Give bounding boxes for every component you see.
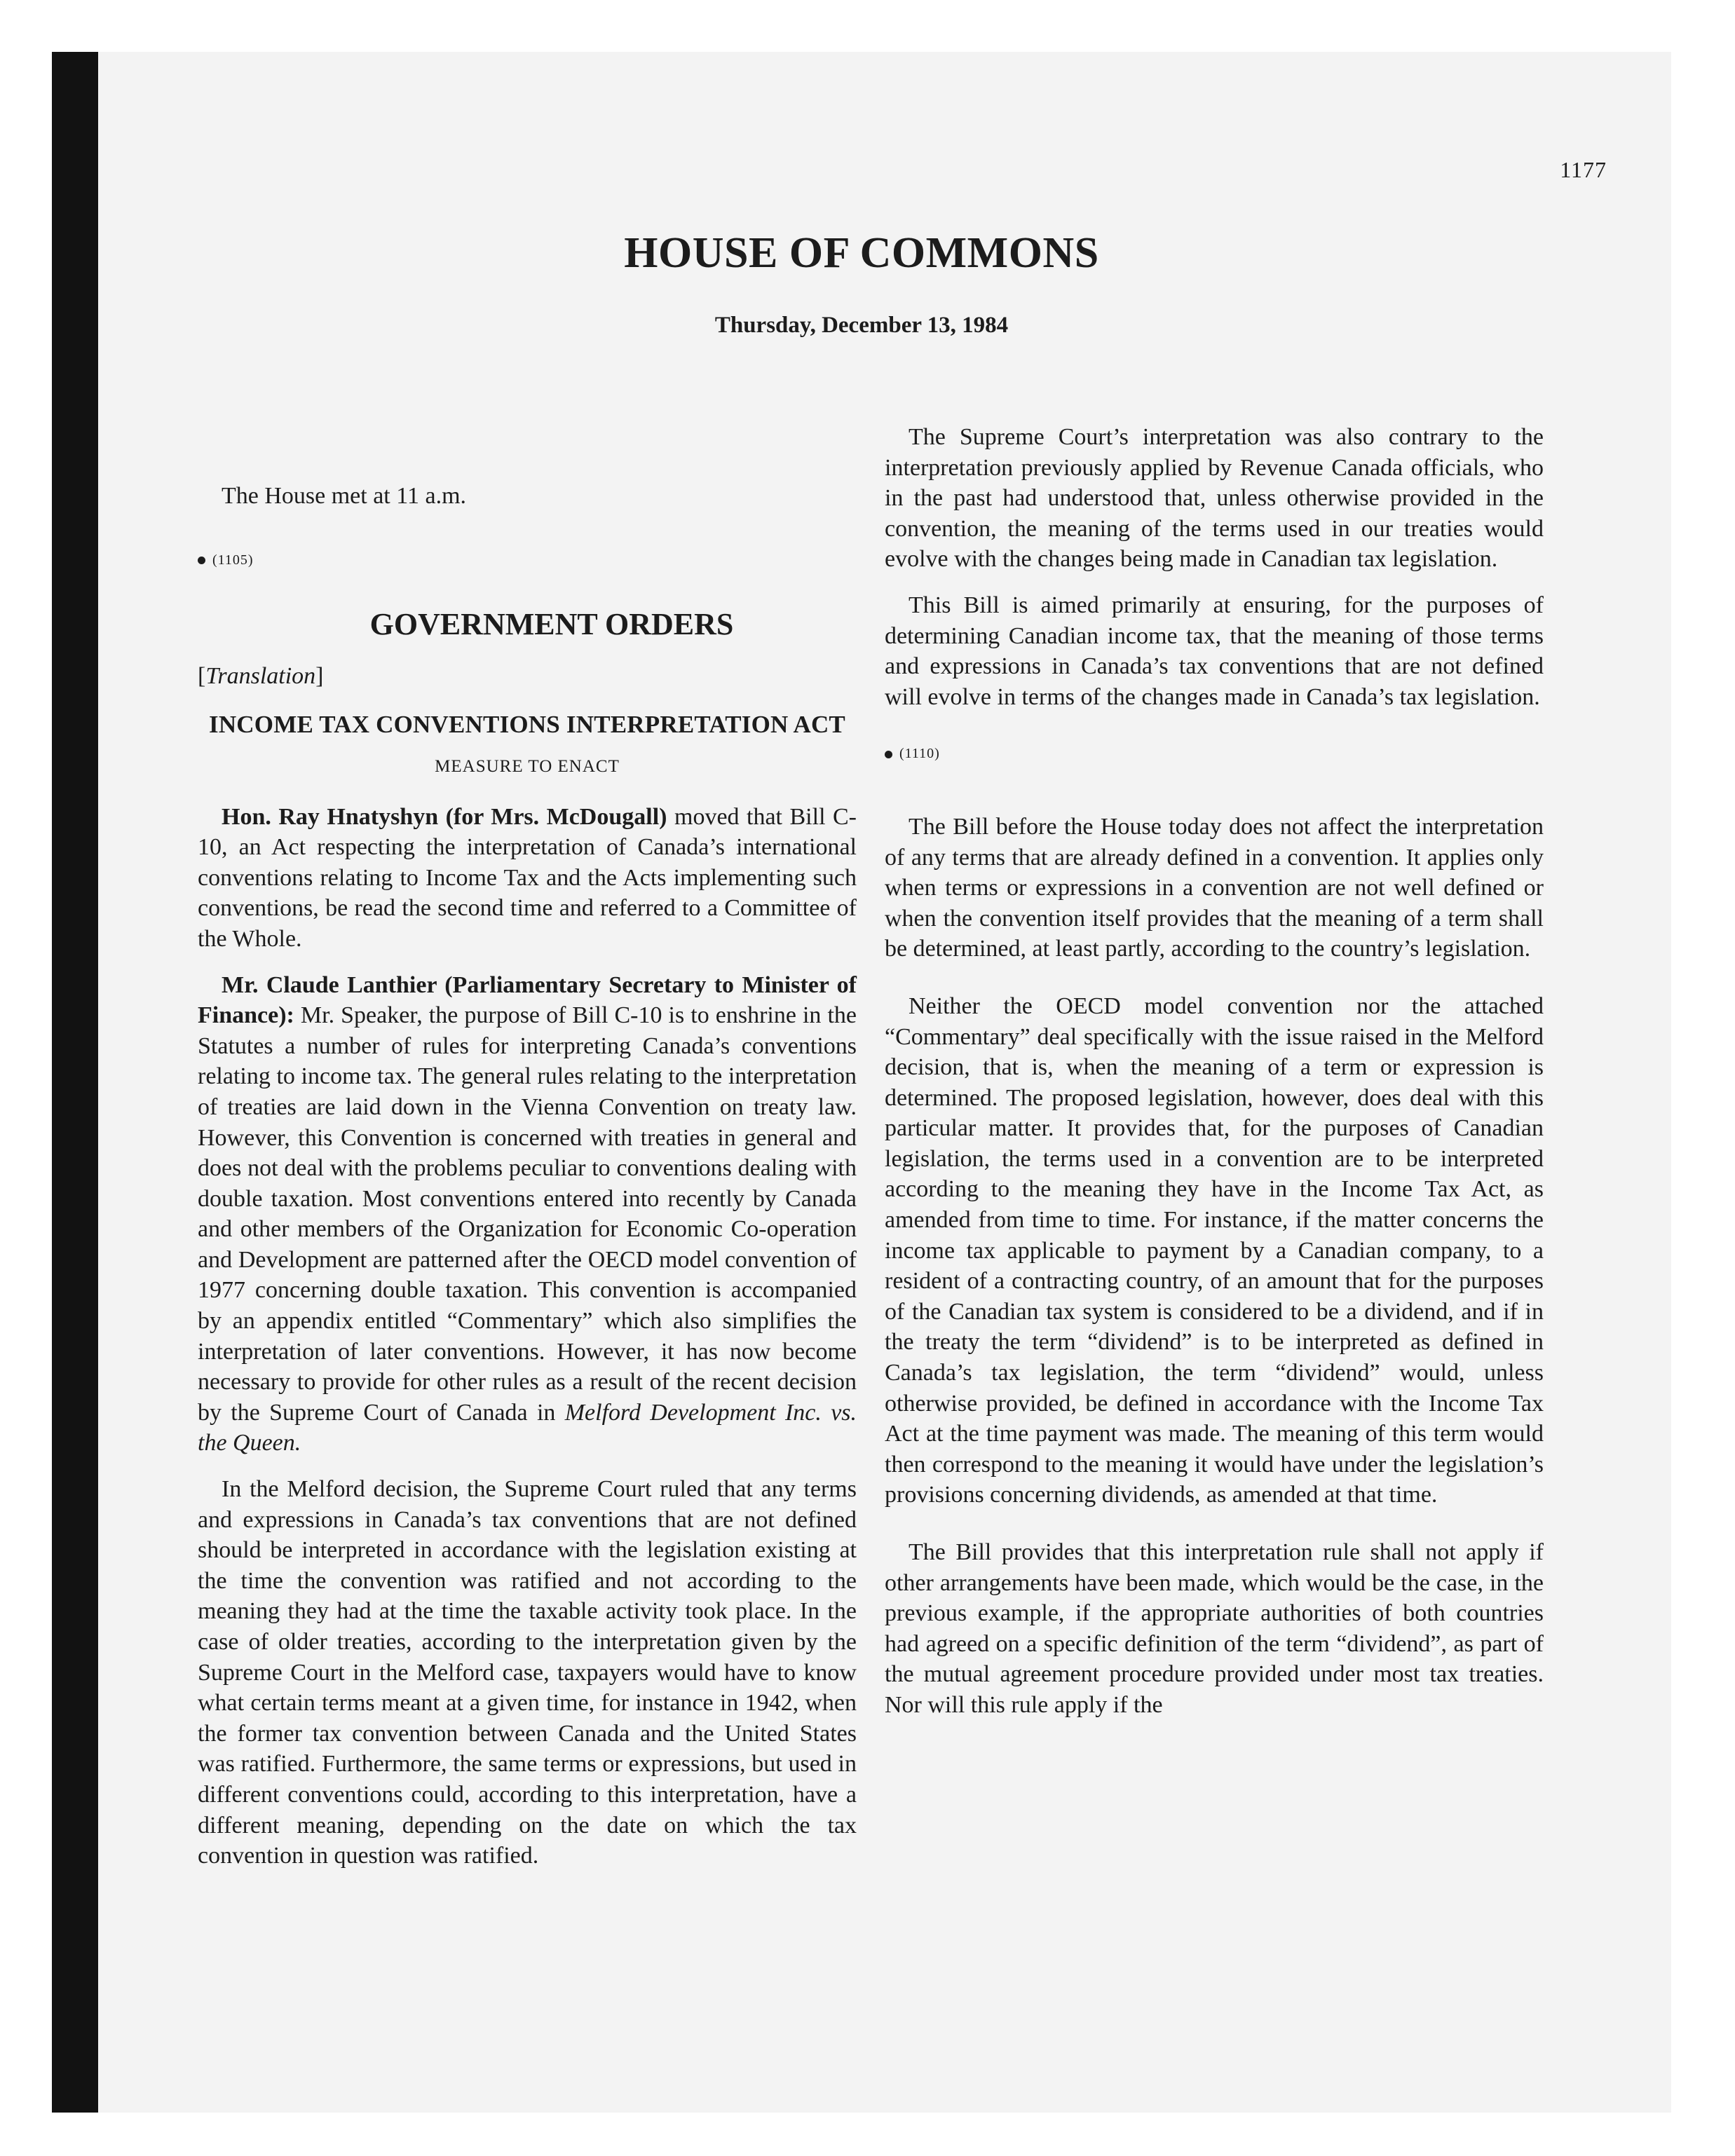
speech-speaker: Mr. Claude Lanthier (Parliamentary Secretary to Minister of Finance): (198, 971, 857, 1029)
measure-subheading: MEASURE TO ENACT (435, 756, 620, 776)
time-marker-label: (1110) (899, 746, 940, 762)
binding-edge (52, 52, 98, 2113)
translation-note: [Translation] (198, 662, 324, 689)
time-marker (198, 545, 857, 576)
case-name: Melford Development Inc. vs. the Queen. (198, 1399, 857, 1456)
motion-text: moved that Bill C-10, an Act respecting the interpretation of Canada’s international conventions relating to Income Tax and the Acts implementing such conventions, be read the second time and referred to a Committee of the Whole. (198, 803, 857, 952)
paragraph-2: This Bill is aimed primarily at ensuring, for the purposes of determining Canadian income tax, that the meaning of those terms and expressions in Canada’s tax conventions that are not defined will evolve in terms of the changes made in Canada’s tax legislation. (885, 592, 1544, 710)
speech-text: Mr. Speaker, the purpose of Bill C-10 is to enshrine in the Statutes a number of rules for interpreting Canada’s conventions relating to income tax. The general rules relating to the interpretation of treaties are laid down in the Vienna Convention on treaty law. However, this Convention is concerned with treaties in general and does not deal with the problems peculiar to conventions dealing with double taxation. Most conventions entered into recently by Canada and other members of the Organization for Economic Co-operation and Development are patterned after the OECD model convention of 1977 concerning double taxation. This convention is accompanied by an appendix entitled “Commentary” which also simplifies the interpretation of later conventions. However, it has now become necessary to provide for other rules as a result of the recent decision by the Supreme Court of Canada in (198, 1002, 857, 1426)
time-marker (885, 739, 1544, 770)
opening-line: The House met at 11 a.m. (222, 483, 467, 509)
paragraph-1: The Supreme Court’s interpretation was also contrary to the interpretation previously applied by Revenue Canada officials, who in the past had understood that, unless otherwise provided in the convention, the meaning of the terms used in our treaties would evolve with the changes being made in Canadian tax legislation. (885, 424, 1544, 573)
act-title: INCOME TAX CONVENTIONS INTERPRETATION ACT (209, 711, 845, 739)
page-number: 1177 (1560, 157, 1607, 182)
right-column (885, 422, 1544, 1721)
time-marker-label: (1105) (212, 552, 254, 568)
sitting-date: Thursday, December 13, 1984 (714, 313, 1009, 338)
paragraph-4: Neither the OECD model convention nor the attached “Commentary” deal specifically with the issue raised in the Melford decision, that is, when the meaning of a term or expression is determined. The proposed legislation, however, does deal with this particular matter. It provides that, for the purposes of Canadian legislation, the terms used in a convention are to be interpreted according to the meaning they have in the Income Tax Act, as amended from time to time. For instance, if the matter concerns the income tax applicable to payment by a Canadian company, to a resident of a contracting country, of an amount that for the purposes of the Canadian tax system is considered to be a dividend, and if in the treaty the term “dividend” is to be interpreted as defined in Canada’s tax legislation, the term “dividend” would, unless otherwise provided, be defined in accordance with the Income Tax Act at the time payment was made. The meaning of this term would then correspond to the meaning it would have under the legislation’s provisions concerning dividends, as amended at that time. (885, 992, 1544, 1508)
paragraph-3: The Bill before the House today does not affect the interpretation of any terms that are already defined in a convention. It applies only when terms or expressions in a convention are not well defined or when the convention itself provides that the meaning of a term shall be determined, at least partly, according to the country’s legislation. (885, 813, 1544, 962)
bullet-icon (198, 557, 205, 564)
motion-speaker: Hon. Ray Hnatyshyn (for Mrs. McDougall) (222, 803, 667, 830)
bullet-icon (885, 751, 892, 758)
scanned-page (52, 52, 1671, 2113)
left-column (198, 422, 857, 1871)
melford-paragraph: In the Melford decision, the Supreme Court ruled that any terms and expressions in Canada’s tax conventions that are not defined should be interpreted in accordance with the legislation existing at the time the convention was ratified and not according to the meaning they had at the time the taxable activity took place. In the case of older treaties, according to the interpretation given by the Supreme Court in the Melford case, taxpayers would have to know what certain terms meant at a given time, for instance in 1942, when the former tax convention between Canada and the United States was ratified. Furthermore, the same terms or expressions, but used in different conventions could, according to this interpretation, have a different meaning, depending on the date on which the tax convention in question was ratified. (198, 1476, 857, 1869)
page-title: HOUSE OF COMMONS (624, 229, 1099, 277)
paragraph-5: The Bill provides that this interpretation rule shall not apply if other arrangements have been made, which would be the case, in the previous example, if the appropriate authorities of both countries had agreed on a specific definition of the term “dividend”, as part of the mutual agreement procedure provided under most tax treaties. Nor will this rule apply if the (885, 1539, 1544, 1718)
section-heading: GOVERNMENT ORDERS (369, 607, 734, 642)
speech-paragraph (198, 970, 857, 1459)
motion-paragraph (198, 802, 857, 955)
translation-label: Translation (205, 662, 316, 689)
